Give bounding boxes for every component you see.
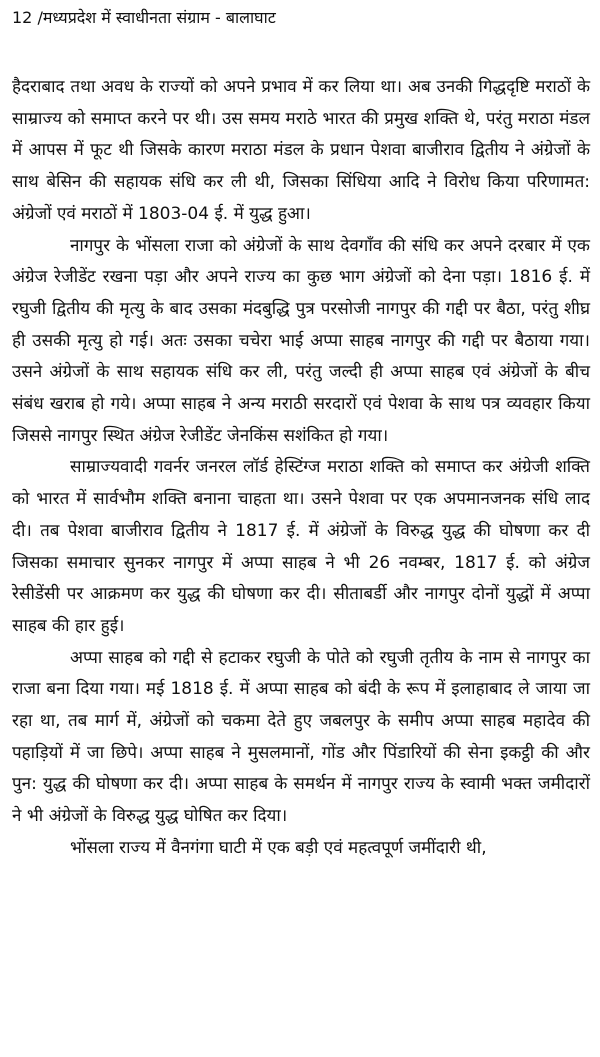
paragraph-3: साम्राज्यवादी गवर्नर जनरल लॉर्ड हेस्टिंग्ज मराठा शक्ति को समाप्त कर अंग्रेजी शक्ति को भारत में सार्वभौम शक्ति बनाना चाहता था। उसने पेशवा पर एक अपमानजनक संधि लाद दी। तब पेशवा बाजीराव द्वितीय ने 1817 ई. में अंग्रेजों के विरुद्ध युद्ध की घोषणा कर दी जिसका समाचार सुनकर नागपुर में अप्पा साहब ने भी 26 नवम्बर, 1817 ई. को अंग्रेज रेसीडेंसी पर आक्रमण कर युद्ध की घोषणा कर दी। सीताबर्डी और नागपुर दोनों युद्धों में अप्पा साहब की हार हुई। <box>12 457 590 636</box>
paragraph-2: नागपुर के भोंसला राजा को अंग्रेजों के साथ देवगाँव की संधि कर अपने दरबार में एक अंग्रेज रेजीडेंट रखना पड़ा और अपने राज्य का कुछ भाग अंग्रेजों को देना पड़ा। 1816 ई. में रघुजी द्वितीय की मृत्यु के बाद उसका मंदबुद्धि पुत्र परसोजी नागपुर की गद्दी पर बैठा, परंतु शीघ्र ही उसकी मृत्यु हो गई। अतः उसका चचेरा भाई अप्पा साहब नागपुर की गद्दी पर बैठाया गया। उसने अंग्रेजों के साथ सहायक संधि कर ली, परंतु जल्दी ही अप्पा साहब एवं अंग्रेजों के बीच संबंध खराब हो गये। अप्पा साहब ने अन्य मराठी सरदारों एवं पेशवा के साथ पत्र व्यवहार किया जिससे नागपुर स्थित अंग्रेज रेजीडेंट जेनकिंस सशंकित हो गया। <box>12 235 590 446</box>
running-head: 12 /मध्यप्रदेश में स्वाधीनता संग्राम - बालाघाट <box>12 8 276 27</box>
paragraph-5: भोंसला राज्य में वैनगंगा घाटी में एक बड़ी एवं महत्वपूर्ण जमींदारी थी, <box>70 837 487 858</box>
body-text <box>12 72 590 865</box>
paragraph-1: हैदराबाद तथा अवध के राज्यों को अपने प्रभाव में कर लिया था। अब उनकी गिद्धदृष्टि मराठों के साम्राज्य को समाप्त करने पर थी। उस समय मराठे भारत की प्रमुख शक्ति थे, परंतु मराठा मंडल में आपस में फूट थी जिसके कारण मराठा मंडल के प्रधान पेशवा बाजीराव द्वितीय ने अंग्रेजों के साथ बेसिन की सहायक संधि कर ली थी, जिसका सिंधिया आदि ने विरोध किया परिणामत: अंग्रेजों एवं मराठों में 1803-04 ई. में युद्ध हुआ। <box>12 77 590 224</box>
paragraph-4: अप्पा साहब को गद्दी से हटाकर रघुजी के पोते को रघुजी तृतीय के नाम से नागपुर का राजा बना दिया गया। मई 1818 ई. में अप्पा साहब को बंदी के रूप में इलाहाबाद ले जाया जा रहा था, तब मार्ग में, अंग्रेजों को चकमा देते हुए जबलपुर के समीप अप्पा साहब महादेव की पहाड़ियों में जा छिपे। अप्पा साहब ने मुसलमानों, गोंड और पिंडारियों की सेना इकट्ठी की और पुन: युद्ध की घोषणा कर दी। अप्पा साहब के समर्थन में नागपुर राज्य के स्वामी भक्त जमीदारों ने भी अंग्रेजों के विरुद्ध युद्ध घोषित कर दिया। <box>12 647 590 827</box>
